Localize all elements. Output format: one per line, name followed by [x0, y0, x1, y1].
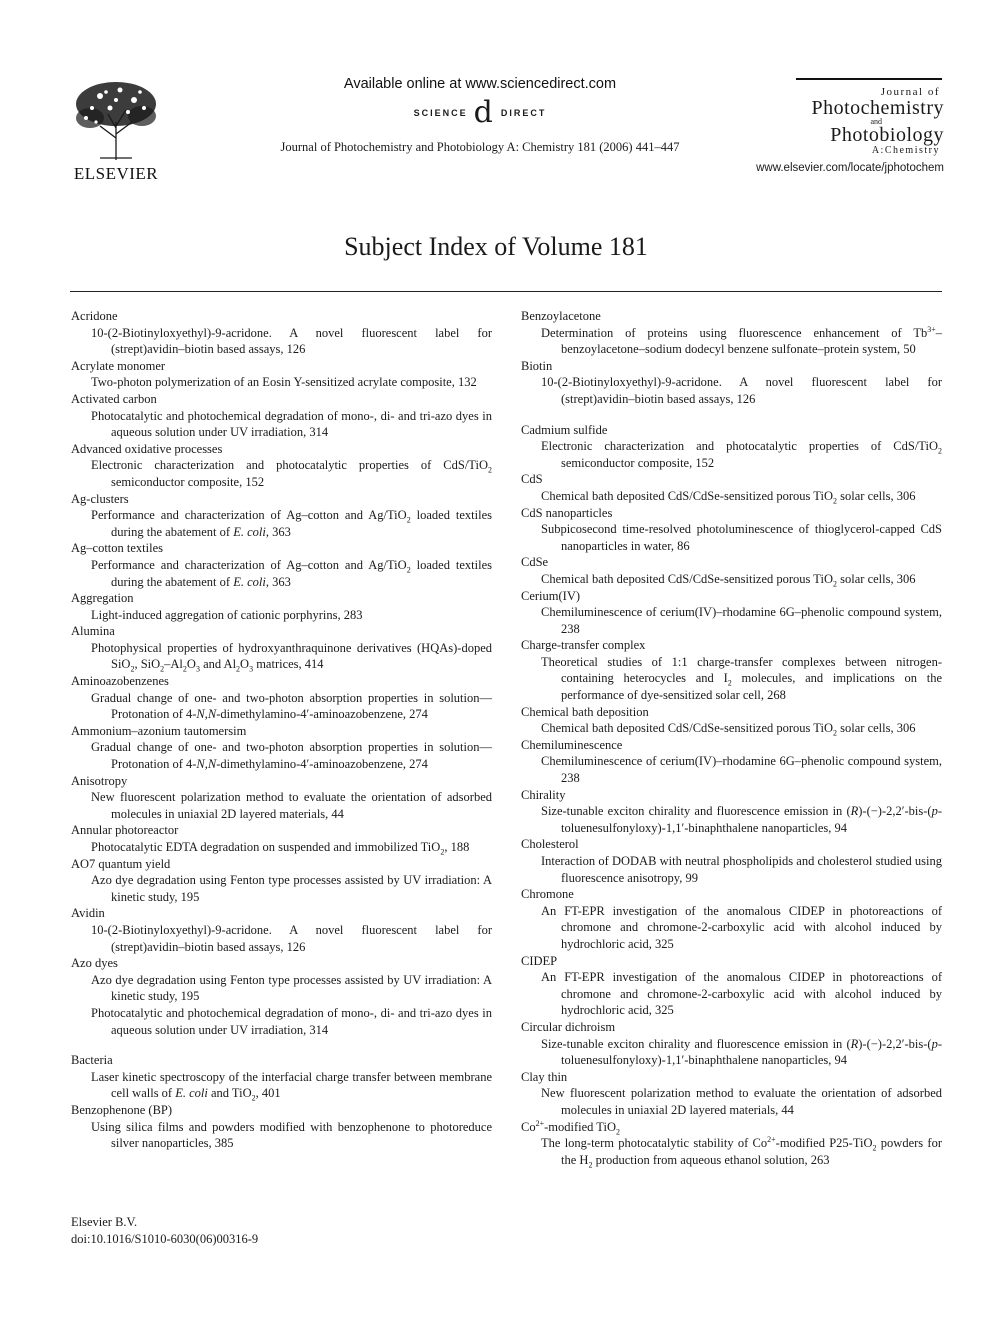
journal-name-and: and — [870, 117, 882, 126]
index-entry: Chemical bath deposited CdS/CdSe-sensitized porous TiO$_2$ solar cells, 306 — [541, 488, 916, 506]
index-term: Cholesterol — [521, 837, 579, 852]
index-term: Benzophenone (BP) — [71, 1102, 173, 1117]
sciencedirect-d-icon: d — [473, 95, 495, 130]
index-entry: Subpicosecond time-resolved photoluminescence of thioglycerol-capped CdS nanoparticles in water, 86 — [541, 522, 942, 553]
index-entry: 10-(2-Biotinyloxyethyl)-9-acridone. A novel fluorescent label for (strept)avidin–biotin based assays, 126 — [541, 375, 942, 406]
journal-logo-rule — [796, 78, 942, 80]
index-term: Ag-clusters — [71, 491, 129, 506]
index-term: Chemiluminescence — [521, 737, 623, 752]
index-term: $Co^{2+}$-modified TiO$_2$ — [521, 1118, 620, 1136]
index-term: Azo dyes — [71, 956, 118, 971]
sciencedirect-right: DIRECT — [500, 108, 547, 118]
index-term: Acridone — [71, 309, 118, 323]
page-footer — [71, 1214, 258, 1248]
footer-doi: doi:10.1016/S1010-6030(06)00316-9 — [71, 1232, 259, 1246]
index-term: Chirality — [521, 787, 566, 802]
index-entry: Laser kinetic spectroscopy of the interfacial charge transfer between membrane cell walls of E. coli and TiO$_2$, 401 — [91, 1069, 492, 1103]
index-entry: Electronic characterization and photocatalytic properties of CdS/TiO$_2$ semiconductor composite, 152 — [91, 458, 492, 489]
index-term: AO7 quantum yield — [71, 856, 171, 871]
index-term: Anisotropy — [71, 773, 128, 788]
index-term: CIDEP — [521, 953, 558, 968]
index-entry: Azo dye degradation using Fenton type processes assisted by UV irradiation: A kinetic study, 195 — [91, 972, 492, 1004]
index-entry: Using silica films and powders modified with benzophenone to photoreduce silver nanoparticles, 385 — [91, 1119, 492, 1151]
index-entry: The long-term photocatalytic stability of $Co^{2+}$-modified P25-TiO$_2$ powders for the $H_2$ production from aqueous ethanol solution, 263 — [541, 1134, 942, 1170]
index-entry: Photocatalytic and photochemical degradation of mono-, di- and tri-azo dyes in aqueous solution under UV irradiation, 314 — [91, 408, 492, 440]
index-entry: Photocatalytic EDTA degradation on suspended and immobilized TiO$_2$, 188 — [91, 840, 470, 857]
index-entry: Azo dye degradation using Fenton type processes assisted by UV irradiation: A kinetic study, 195 — [91, 873, 492, 904]
index-term: Biotin — [521, 358, 553, 373]
index-entry: Size-tunable exciton chirality and fluorescence emission in (R)-(−)-2,2′-bis-(p-toluenesulfonyloxy)-1,1′-binaphthalene nanoparticles, 94 — [541, 804, 942, 835]
index-term: Cerium(IV) — [521, 588, 581, 603]
index-term: Chemical bath deposition — [521, 704, 649, 719]
index-entry: Electronic characterization and photocatalytic properties of CdS/TiO$_2$ semiconductor composite, 152 — [541, 439, 942, 470]
index-entry: Determination of proteins using fluorescence enhancement of $Tb^{3+}-benzoylacetone$–sodium dodecyl benzene sulfonate–protein system, 50 — [541, 324, 942, 357]
journal-url-link[interactable]: www.elsevier.com/locate/jphotochem — [756, 162, 944, 174]
index-term: Ammonium–azonium tautomersim — [71, 723, 247, 738]
index-entry: Two-photon polymerization of an Eosin Y-sensitized acrylate composite, 132 — [91, 375, 477, 390]
index-entry: Chemical bath deposited CdS/CdSe-sensitized porous TiO$_2$ solar cells, 306 — [541, 721, 916, 738]
index-term: Chromone — [521, 887, 574, 902]
journal-citation: Journal of Photochemistry and Photobiology A: Chemistry 181 (2006) 441–447 — [280, 140, 680, 154]
index-entry: Size-tunable exciton chirality and fluorescence emission in (R)-(−)-2,2′-bis-(p-toluenesulfonyloxy)-1,1′-binaphthalene nanoparticles, 94 — [541, 1036, 942, 1068]
index-entry: Performance and characterization of Ag–cotton and Ag/TiO$_2$ loaded textiles during the abatement of E. coli, 363 — [91, 508, 492, 539]
footer-publisher: Elsevier B.V. — [71, 1215, 138, 1229]
title-divider — [70, 291, 942, 292]
index-term: Charge-transfer complex — [521, 638, 646, 653]
index-entry: 10-(2-Biotinyloxyethyl)-9-acridone. A novel fluorescent label for (strept)avidin–biotin based assays, 126 — [91, 922, 492, 954]
index-term: Advanced oxidative processes — [71, 441, 223, 456]
elsevier-tree-icon — [70, 78, 162, 162]
publisher-wordmark: ELSEVIER — [73, 164, 159, 183]
index-entry: Photocatalytic and photochemical degradation of mono-, di- and tri-azo dyes in aqueous solution under UV irradiation, 314 — [91, 1005, 492, 1037]
journal-logo — [742, 78, 944, 174]
index-entry: An FT-EPR investigation of the anomalous CIDEP in photoreactions of chromone and chromone-2-carboxylic acid with alcohol induced by hydrochloric acid, 325 — [541, 970, 942, 1018]
journal-section: A:Chemistry — [871, 145, 940, 156]
index-term: Benzoylacetone — [521, 309, 601, 323]
journal-of-text: Journal of — [880, 86, 940, 98]
index-term: Cadmium sulfide — [521, 422, 608, 437]
index-entry: 10-(2-Biotinyloxyethyl)-9-acridone. A novel fluorescent label for (strept)avidin–biotin based assays, 126 — [91, 325, 492, 357]
page-header — [0, 0, 992, 200]
elsevier-logo — [68, 78, 164, 184]
index-entry: New fluorescent polarization method to evaluate the orientation of adsorbed molecules in uniaxial 2D layered materials, 44 — [541, 1086, 942, 1117]
index-term: Avidin — [71, 906, 105, 921]
index-entry: Photophysical properties of hydroxyanthraquinone derivatives (HQAs)-doped SiO$_2$, $SiO_2-Al_2O_3$ and $Al_2O_3$ matrices, 414 — [91, 640, 492, 674]
index-term: Circular dichroism — [521, 1019, 616, 1034]
index-term: Ag–cotton textiles — [71, 541, 163, 556]
index-term: Alumina — [71, 624, 115, 639]
index-column-right — [521, 308, 942, 1168]
page-title: Subject Index of Volume 181 — [344, 232, 648, 261]
index-term: Activated carbon — [71, 391, 157, 406]
index-entry: An FT-EPR investigation of the anomalous CIDEP in photoreactions of chromone and chromone-2-carboxylic acid with alcohol induced by hydrochloric acid, 325 — [541, 903, 942, 951]
index-term: CdS nanoparticles — [521, 505, 613, 520]
index-entry: Performance and characterization of Ag–cotton and Ag/TiO$_2$ loaded textiles during the abatement of E. coli, 363 — [91, 557, 492, 589]
index-term: Aggregation — [71, 591, 134, 606]
sciencedirect-logo — [255, 95, 705, 130]
index-entry: Gradual change of one- and two-photon absorption properties in solution—Protonation of 4-N,N-dimethylamino-4′-aminoazobenzene, 274 — [91, 690, 492, 722]
index-entry: Chemiluminescence of cerium(IV)–rhodamine 6G–phenolic compound system, 238 — [541, 605, 942, 636]
journal-name-line1: Photochemistry — [811, 97, 944, 119]
index-term: Bacteria — [71, 1053, 113, 1068]
index-column-left — [71, 308, 492, 1152]
index-entry: New fluorescent polarization method to evaluate the orientation of adsorbed molecules in uniaxial 2D layered materials, 44 — [91, 790, 492, 821]
sciencedirect-left: SCIENCE — [413, 108, 468, 118]
index-entry: Light-induced aggregation of cationic porphyrins, 283 — [91, 607, 363, 622]
index-term: CdS — [521, 472, 543, 487]
index-entry: Chemical bath deposited CdS/CdSe-sensitized porous TiO$_2$ solar cells, 306 — [541, 571, 916, 589]
index-term: Annular photoreactor — [71, 823, 179, 838]
available-online-text: Available online at www.sciencedirect.com — [343, 76, 617, 92]
index-entry: Interaction of DODAB with neutral phospholipids and cholesterol studied using fluorescence anisotropy, 99 — [541, 854, 942, 885]
sciencedirect-banner — [255, 76, 705, 155]
index-term: Acrylate monomer — [71, 358, 166, 373]
index-entry: Chemiluminescence of cerium(IV)–rhodamine 6G–phenolic compound system, 238 — [541, 754, 942, 786]
journal-name-line2: Photobiology — [830, 124, 944, 146]
index-entry: Theoretical studies of 1:1 charge-transfer complexes between nitrogen-containing heterocycles and $I_2$ molecules, and implications on the performance of dye-sensitized solar cell, 268 — [541, 654, 942, 703]
index-term: CdSe — [521, 555, 549, 570]
index-term: Clay thin — [521, 1069, 568, 1084]
index-entry: Gradual change of one- and two-photon absorption properties in solution—Protonation of 4-N,N-dimethylamino-4′-aminoazobenzene, 274 — [91, 740, 492, 772]
index-term: Aminoazobenzenes — [71, 674, 169, 689]
